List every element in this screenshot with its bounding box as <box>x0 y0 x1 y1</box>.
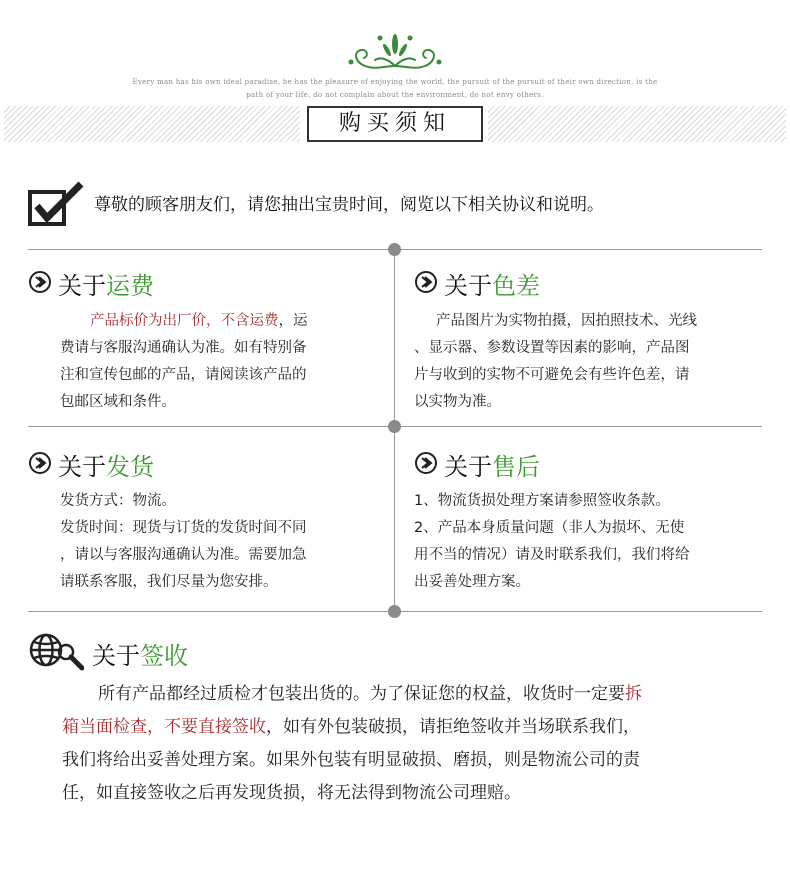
section-title-after-sales: 关于售后 <box>444 453 540 481</box>
circle-arrow-icon <box>28 270 52 294</box>
page-title: 购买须知 <box>338 111 451 136</box>
checkbox-check-icon <box>27 180 85 228</box>
page-title-box <box>307 106 483 142</box>
circle-arrow-icon <box>28 451 52 475</box>
divider-dot <box>388 420 401 433</box>
motto-line-1: Every man has his own ideal paradise, he has the pleasure of enjoying the world, the pursuit of the pursuit of their own direction, is the <box>132 78 658 86</box>
section-title-sign-for: 关于签收 <box>92 642 188 670</box>
section-body-after-sales: 1、物流货损处理方案请参照签收条款。 2、产品本身质量问题（非人为损坏、无使 用不当的情况）请及时联系我们，我们将给 出妥善处理方案。 <box>414 493 690 590</box>
section-title-delivery: 关于发货 <box>58 453 154 481</box>
divider-dot <box>388 243 401 256</box>
title-stripe-left <box>4 106 300 142</box>
floral-scroll-ornament-icon <box>345 30 445 74</box>
divider-dot <box>388 605 401 618</box>
section-body-sign-for: 所有产品都经过质检才包装出货的。为了保证您的权益，收货时一定要拆 箱当面检查，不要直接签收，如有外包装破损，请拒绝签收并当场联系我们， 我们将给出妥善处理方案。如果外包装有明显破损、磨损，则是物流公司的责 任，如直接签收之后再发现货损，将无法得到物流公司理赔。 <box>62 684 642 803</box>
circle-arrow-icon <box>414 270 438 294</box>
section-title-color-difference: 关于色差 <box>444 272 540 300</box>
motto-line-2: path of your life, do not complain about the environment, do not envy others. <box>246 91 544 99</box>
title-stripe-right <box>488 106 786 142</box>
intro-text: 尊敬的顾客朋友们，请您抽出宝贵时间，阅览以下相关协议和说明。 <box>94 195 604 215</box>
section-body-color-difference: 产品图片为实物拍摄，因拍照技术、光线 、显示器、参数设置等因素的影响，产品图 片与收到的实物不可避免会有些许色差，请 以实物为准。 <box>414 313 697 410</box>
section-body-shipping-fee: 产品标价为出厂价，不含运费，运 费请与客服沟通确认为准。如有特别备 注和宣传包邮的产品，请阅读该产品的 包邮区域和条件。 <box>60 313 308 410</box>
globe-magnifier-icon <box>28 632 84 672</box>
section-title-shipping-fee: 关于运费 <box>58 272 154 300</box>
section-body-delivery: 发货方式：物流。 发货时间：现货与订货的发货时间不同 ，请以与客服沟通确认为准。需要加急 请联系客服，我们尽量为您安排。 <box>60 493 307 590</box>
circle-arrow-icon <box>414 451 438 475</box>
